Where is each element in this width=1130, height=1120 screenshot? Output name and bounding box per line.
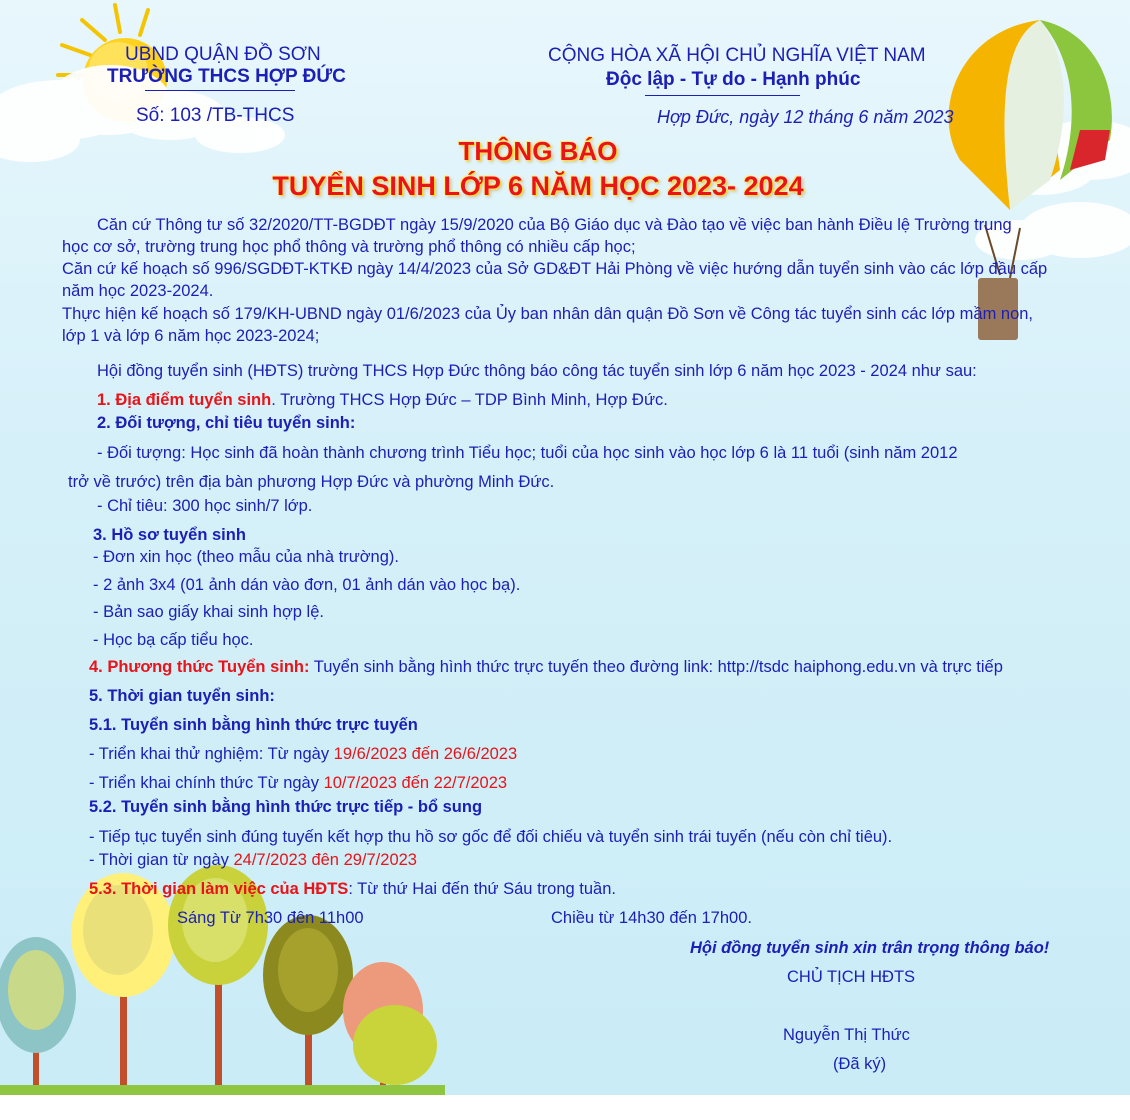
- motto-underline: [645, 95, 800, 96]
- signer-role: CHỦ TỊCH HĐTS: [787, 968, 916, 986]
- dossier-item: - 2 ảnh 3x4 (01 ảnh dán vào đơn, 01 ảnh dán vào học bạ).: [93, 576, 521, 594]
- section-5-1-heading: 5.1. Tuyển sinh bằng hình thức trực tuyến: [89, 716, 418, 734]
- dossier-item: - Đơn xin học (theo mẫu của nhà trường).: [93, 548, 399, 566]
- direct-admission-label: - Thời gian từ ngày: [89, 851, 234, 869]
- preamble-line: học cơ sở, trường trung học phổ thông và trường phổ thông có nhiều cấp học;: [62, 238, 636, 256]
- country-name: CỘNG HÒA XÃ HỘI CHỦ NGHĨA VIỆT NAM: [548, 45, 926, 66]
- morning-hours: Sáng Từ 7h30 đên 11h00: [177, 909, 364, 927]
- preamble-line: Thực hiện kế hoạch số 179/KH-UBND ngày 01/6/2023 của Ủy ban nhân dân quận Đồ Sơn về Công tác tuyển sinh các lớp mầm non,: [62, 305, 1034, 323]
- afternoon-hours: Chiều từ 14h30 đến 17h00.: [551, 909, 752, 927]
- document-number: Số: 103 /TB-THCS: [136, 105, 295, 126]
- section-1-text: . Trường THCS Hợp Đức – TDP Bình Minh, Hợp Đức.: [271, 391, 668, 409]
- online-trial-label: - Triển khai thử nghiệm: Từ ngày: [89, 745, 334, 763]
- school-name: TRƯỜNG THCS HỢP ĐỨC: [107, 66, 346, 87]
- signer-name: Nguyễn Thị Thức: [783, 1026, 910, 1044]
- header-underline: [145, 90, 295, 91]
- direct-admission-dates: 24/7/2023 đên 29/7/2023: [233, 851, 417, 869]
- notice-title: THÔNG BÁO: [458, 136, 618, 166]
- preamble-line: Căn cứ Thông tư số 32/2020/TT-BGDĐT ngày 15/9/2020 của Bộ Giáo dục và Đào tạo về việc ban hành Điều lệ Trường trung: [97, 216, 1012, 234]
- section-5-2-heading: 5.2. Tuyển sinh bằng hình thức trực tiếp - bổ sung: [89, 798, 483, 816]
- section-5-3-text: : Từ thứ Hai đến thứ Sáu trong tuần.: [348, 880, 616, 898]
- preamble-line: năm học 2023-2024.: [62, 282, 214, 300]
- direct-admission-line: - Tiếp tục tuyển sinh đúng tuyến kết hợp thu hồ sơ gốc để đối chiếu và tuyển sinh trái tuyến (nếu còn chỉ tiêu).: [89, 828, 893, 846]
- online-official-label: - Triển khai chính thức Từ ngày: [89, 774, 324, 792]
- section-5-3-heading: 5.3. Thời gian làm việc của HĐTS: [89, 880, 349, 898]
- section-4-heading: 4. Phương thức Tuyển sinh:: [89, 658, 310, 676]
- section-4-text: Tuyển sinh bằng hình thức trực tuyến theo đường link: http://tsdc haiphong.edu.vn và trực tiếp: [309, 658, 1003, 676]
- section-3-heading: 3. Hồ sơ tuyển sinh: [93, 526, 246, 544]
- section-4: [89, 658, 1003, 677]
- online-official-period: [89, 774, 507, 793]
- org-name: UBND QUẬN ĐỒ SƠN: [125, 44, 321, 65]
- trees-illustration: [0, 865, 445, 1100]
- intro-text: Hội đồng tuyển sinh (HĐTS) trường THCS Hợp Đức thông báo công tác tuyển sinh lớp 6 năm học 2023 - 2024 như sau:: [97, 362, 977, 380]
- preamble-line: Căn cứ kế hoạch số 996/SGDĐT-KTKĐ ngày 14/4/2023 của Sở GD&ĐT Hải Phòng về việc hướng dẫn tuyển sinh vào các lớp đầu cấp: [62, 260, 1048, 278]
- section-5-3: [89, 880, 616, 899]
- section-1: [97, 391, 668, 410]
- preamble-line: lớp 1 và lớp 6 năm học 2023-2024;: [62, 327, 320, 345]
- online-trial-period: [89, 745, 517, 764]
- online-official-dates: 10/7/2023 đến 22/7/2023: [323, 774, 508, 792]
- place-date: Hợp Đức, ngày 12 tháng 6 năm 2023: [657, 107, 954, 127]
- motto: Độc lập - Tự do - Hạnh phúc: [606, 69, 861, 90]
- section-2-line: - Chỉ tiêu: 300 học sinh/7 lớp.: [97, 497, 313, 515]
- closing-note: Hội đồng tuyển sinh xin trân trọng thông báo!: [690, 939, 1050, 957]
- section-2-line: trở về trước) trên địa bàn phương Hợp Đức và phường Minh Đức.: [68, 473, 555, 491]
- signed-mark: (Đã ký): [833, 1055, 887, 1073]
- dossier-item: - Học bạ cấp tiểu học.: [93, 631, 254, 649]
- section-5-heading: 5. Thời gian tuyển sinh:: [89, 687, 275, 705]
- section-1-heading: 1. Địa điểm tuyển sinh: [97, 391, 272, 409]
- direct-admission-period: [89, 851, 417, 870]
- section-2-heading: 2. Đối tượng, chỉ tiêu tuyển sinh:: [97, 414, 356, 432]
- section-2-line: - Đối tượng: Học sinh đã hoàn thành chương trình Tiểu học; tuổi của học sinh vào học lớp 6 là 11 tuổi (sinh năm 2012: [97, 444, 958, 462]
- dossier-item: - Bản sao giấy khai sinh hợp lệ.: [93, 603, 324, 621]
- online-trial-dates: 19/6/2023 đến 26/6/2023: [333, 745, 518, 763]
- notice-subtitle: TUYỂN SINH LỚP 6 NĂM HỌC 2023- 2024: [272, 171, 804, 201]
